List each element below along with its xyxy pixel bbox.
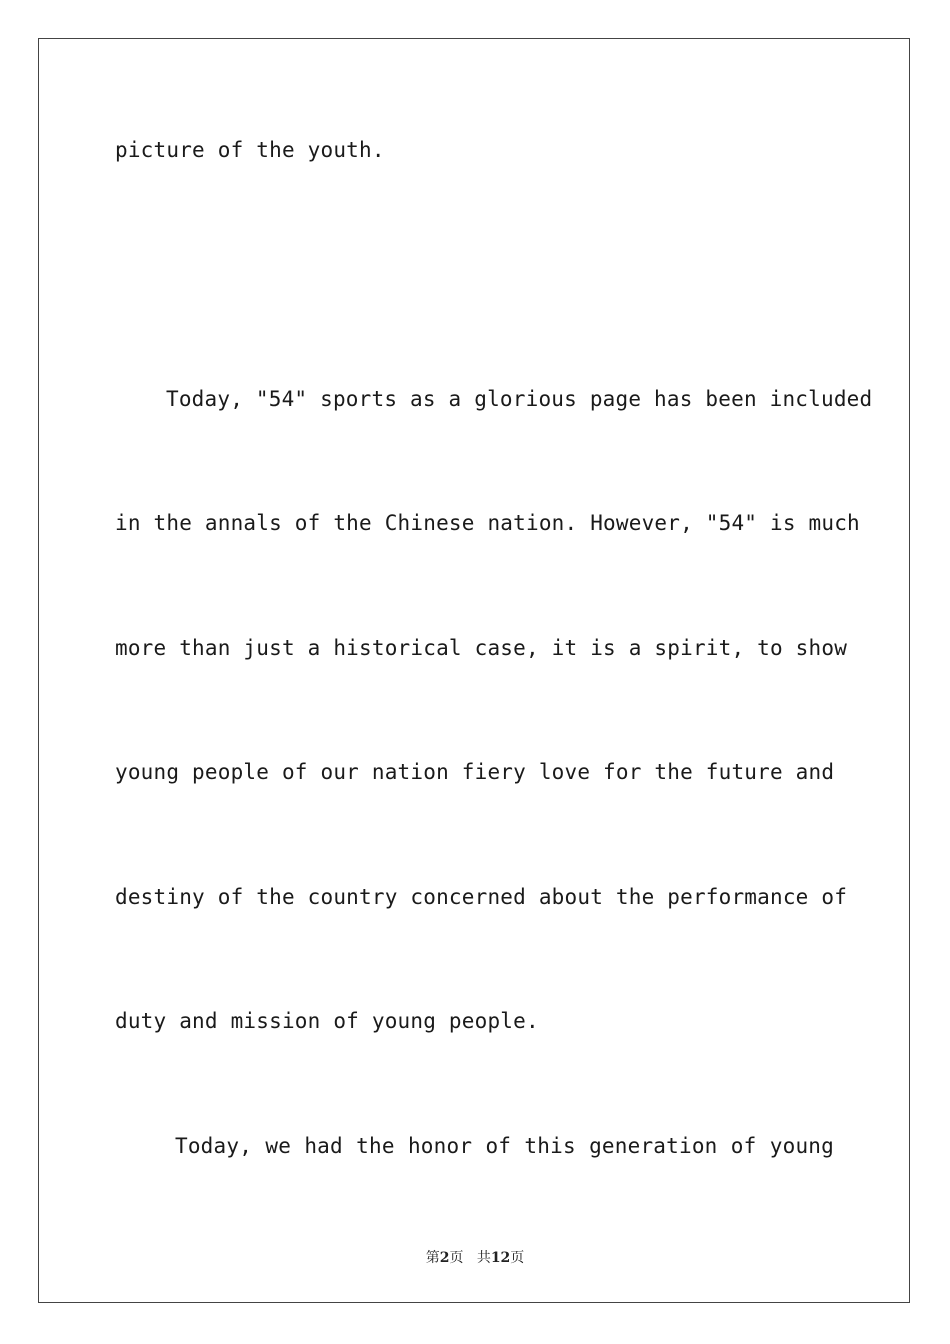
footer-total-prefix: 共 (476, 1250, 491, 1266)
footer-total-suffix: 页 (510, 1250, 525, 1266)
page-border (38, 38, 910, 1303)
text-line: more than just a historical case, it is a spirit, to show (115, 636, 848, 660)
footer-page-number: 2 (439, 1250, 450, 1266)
page-footer (0, 1247, 950, 1267)
text-line: Today, we had the honor of this generation of young (175, 1134, 834, 1158)
text-line: in the annals of the Chinese nation. However, "54" is much (115, 511, 860, 535)
text-line: picture of the youth. (115, 138, 385, 162)
text-line: Today, "54" sports as a glorious page has been included (166, 387, 873, 411)
text-line: duty and mission of young people. (115, 1009, 539, 1033)
footer-total-pages: 12 (490, 1250, 511, 1266)
text-line: destiny of the country concerned about the performance of (115, 885, 848, 909)
footer-prefix: 第 (425, 1250, 440, 1266)
footer-page-suffix: 页 (449, 1250, 464, 1266)
text-line: young people of our nation fiery love for the future and (115, 760, 835, 784)
